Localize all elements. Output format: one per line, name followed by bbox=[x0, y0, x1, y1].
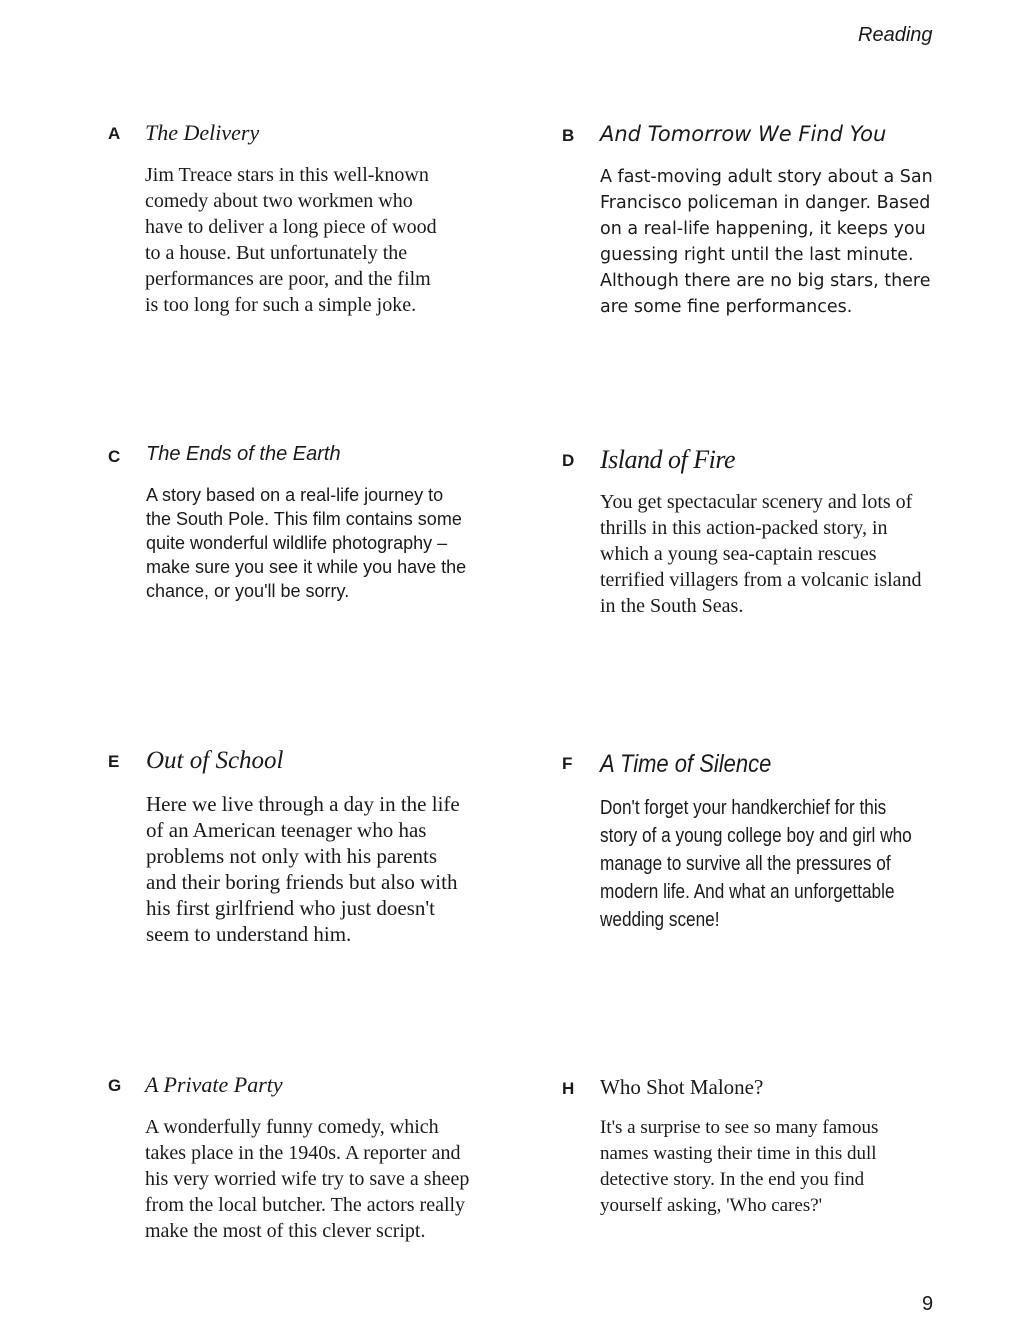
body-line: It's a surprise to see so many famous bbox=[600, 1117, 879, 1138]
body-line: in the South Seas. bbox=[600, 595, 744, 617]
review-letter: A bbox=[108, 124, 121, 143]
body-line: yourself asking, 'Who cares?' bbox=[600, 1195, 823, 1216]
review-title: The Delivery bbox=[145, 120, 260, 145]
body-line: story of a young college boy and girl who bbox=[600, 825, 912, 847]
review-body bbox=[145, 1114, 469, 1244]
body-line: from the local butcher. The actors really bbox=[145, 1194, 466, 1216]
body-line: of an American teenager who has bbox=[146, 818, 427, 842]
review-body bbox=[600, 794, 912, 934]
review-body bbox=[146, 791, 460, 947]
body-line: Jim Treace stars in this well-known bbox=[145, 164, 429, 186]
review-title: And Tomorrow We Find You bbox=[600, 122, 887, 146]
body-line: to a house. But unfortunately the bbox=[145, 242, 408, 264]
review-body bbox=[600, 1115, 878, 1219]
body-line: problems not only with his parents bbox=[146, 844, 438, 868]
body-line: which a young sea-captain rescues bbox=[600, 543, 877, 565]
review-body bbox=[146, 483, 466, 603]
body-line: comedy about two workmen who bbox=[145, 190, 413, 212]
body-line: names wasting their time in this dull bbox=[600, 1143, 877, 1164]
body-line: performances are poor, and the film bbox=[145, 268, 431, 290]
section-header: Reading bbox=[858, 24, 933, 46]
body-line: A story based on a real-life journey to bbox=[146, 485, 444, 505]
review-letter: G bbox=[108, 1076, 122, 1095]
body-line: terrified villagers from a volcanic island bbox=[600, 569, 922, 591]
body-line: seem to understand him. bbox=[146, 922, 352, 946]
review-title: Island of Fire bbox=[600, 445, 736, 474]
body-line: Although there are no big stars, there bbox=[600, 271, 931, 291]
body-line: Don't forget your handkerchief for this bbox=[600, 797, 887, 819]
body-line: A fast-moving adult story about a San bbox=[600, 167, 933, 187]
review-letter: F bbox=[562, 754, 573, 773]
review-body bbox=[145, 162, 437, 318]
body-line: have to deliver a long piece of wood bbox=[145, 216, 437, 238]
review-letter: H bbox=[562, 1079, 575, 1098]
body-line: make sure you see it while you have the bbox=[146, 557, 467, 577]
body-line: on a real-life happening, it keeps you bbox=[600, 219, 926, 239]
body-line: quite wonderful wildlife photography – bbox=[146, 533, 448, 553]
body-line: You get spectacular scenery and lots of bbox=[600, 491, 913, 513]
review-title: A Private Party bbox=[145, 1072, 283, 1097]
body-line: his first girlfriend who just doesn't bbox=[146, 896, 436, 920]
body-line: Here we live through a day in the life bbox=[146, 792, 460, 816]
review-title: Who Shot Malone? bbox=[600, 1075, 764, 1099]
body-line: guessing right until the last minute. bbox=[600, 245, 914, 265]
body-line: are some fine performances. bbox=[600, 297, 853, 317]
body-line: wedding scene! bbox=[600, 909, 720, 931]
review-title: The Ends of the Earth bbox=[146, 443, 341, 465]
body-line: is too long for such a simple joke. bbox=[145, 294, 417, 316]
body-line: takes place in the 1940s. A reporter and bbox=[145, 1142, 461, 1164]
body-line: his very worried wife try to save a sheep bbox=[145, 1168, 470, 1190]
review-letter: E bbox=[108, 752, 120, 771]
body-line: detective story. In the end you find bbox=[600, 1169, 865, 1190]
body-line: modern life. And what an unforgettable bbox=[600, 881, 895, 903]
body-line: chance, or you'll be sorry. bbox=[146, 581, 350, 601]
review-body bbox=[600, 164, 933, 320]
review-letter: B bbox=[562, 126, 575, 145]
review-letter: D bbox=[562, 451, 575, 470]
review-title: Out of School bbox=[146, 747, 284, 774]
body-line: and their boring friends but also with bbox=[146, 870, 458, 894]
body-line: Francisco policeman in danger. Based bbox=[600, 193, 931, 213]
body-line: the South Pole. This film contains some bbox=[146, 509, 462, 529]
review-title: A Time of Silence bbox=[600, 750, 772, 778]
body-line: manage to survive all the pressures of bbox=[600, 853, 891, 875]
review-body bbox=[600, 489, 922, 619]
page-number: 9 bbox=[922, 1293, 934, 1315]
body-line: A wonderfully funny comedy, which bbox=[145, 1116, 439, 1138]
body-line: thrills in this action-packed story, in bbox=[600, 517, 888, 539]
body-line: make the most of this clever script. bbox=[145, 1220, 426, 1242]
review-letter: C bbox=[108, 447, 121, 466]
